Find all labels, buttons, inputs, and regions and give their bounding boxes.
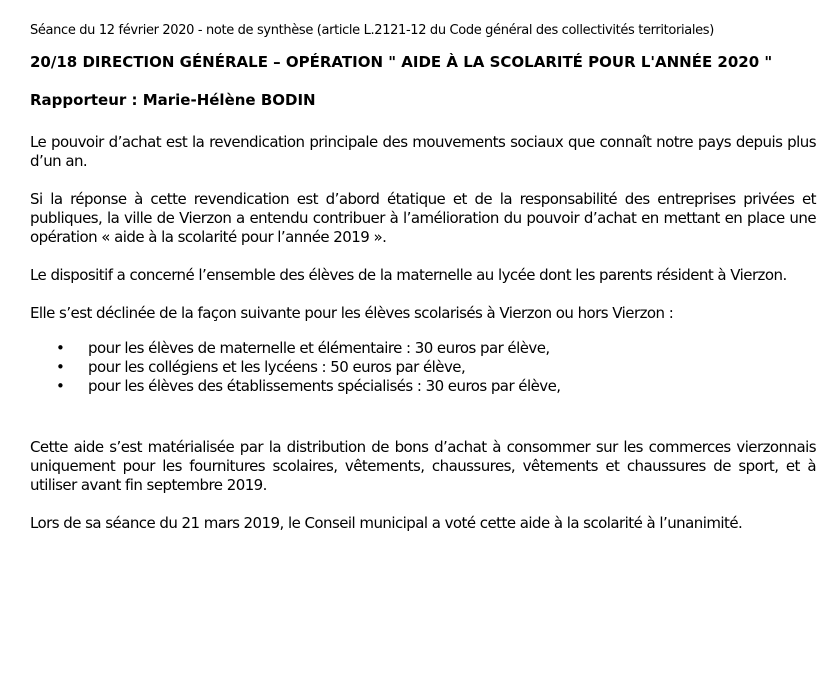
list-item-text: pour les élèves des établissements spécialisés : 30 euros par élève, [88, 377, 561, 395]
paragraph-pouvoir-achat: Le pouvoir d’achat est la revendication principale des mouvements sociaux que connaît notre pays depuis plus d’un an. [30, 133, 816, 170]
paragraph-materialisation: Cette aide s’est matérialisée par la distribution de bons d’achat à consommer sur les commerces vierzonnais uniquement pour les fournitures scolaires, vêtements, chaussures, vêtements et chaussures de sport, et à utiliser avant fin septembre 2019. [30, 438, 816, 494]
bullet-icon: • [56, 339, 65, 357]
session-header: Séance du 12 février 2020 - note de synthèse (article L.2121-12 du Code général des collectivités territoriales) [30, 23, 714, 38]
paragraph-dispositif: Le dispositif a concerné l’ensemble des élèves de la maternelle au lycée dont les parents résident à Vierzon. [30, 266, 787, 284]
list-item [30, 339, 816, 358]
list-item [30, 377, 816, 396]
paragraph-declinaison: Elle s’est déclinée de la façon suivante pour les élèves scolarisés à Vierzon ou hors Vierzon : [30, 304, 674, 322]
list-item-text: pour les élèves de maternelle et élémentaire : 30 euros par élève, [88, 339, 550, 357]
bullet-icon: • [56, 377, 65, 395]
list-item-text: pour les collégiens et les lycéens : 50 euros par élève, [88, 358, 466, 376]
paragraph-vote-conseil: Lors de sa séance du 21 mars 2019, le Conseil municipal a voté cette aide à la scolarité à l’unanimité. [30, 514, 743, 532]
document-title: 20/18 DIRECTION GÉNÉRALE – OPÉRATION " AIDE À LA SCOLARITÉ POUR L'ANNÉE 2020 " [30, 53, 773, 71]
paragraph-reponse: Si la réponse à cette revendication est d’abord étatique et de la responsabilité des entreprises privées et publiques, la ville de Vierzon a entendu contribuer à l’amélioration du pouvoir d’achat en mettant en place une opération « aide à la scolarité pour l’année 2019 ». [30, 190, 816, 246]
rapporteur-line: Rapporteur : Marie-Hélène BODIN [30, 91, 316, 109]
bullet-icon: • [56, 358, 65, 376]
list-item [30, 358, 816, 377]
aid-amount-list [30, 339, 816, 396]
document-page [30, 22, 816, 533]
